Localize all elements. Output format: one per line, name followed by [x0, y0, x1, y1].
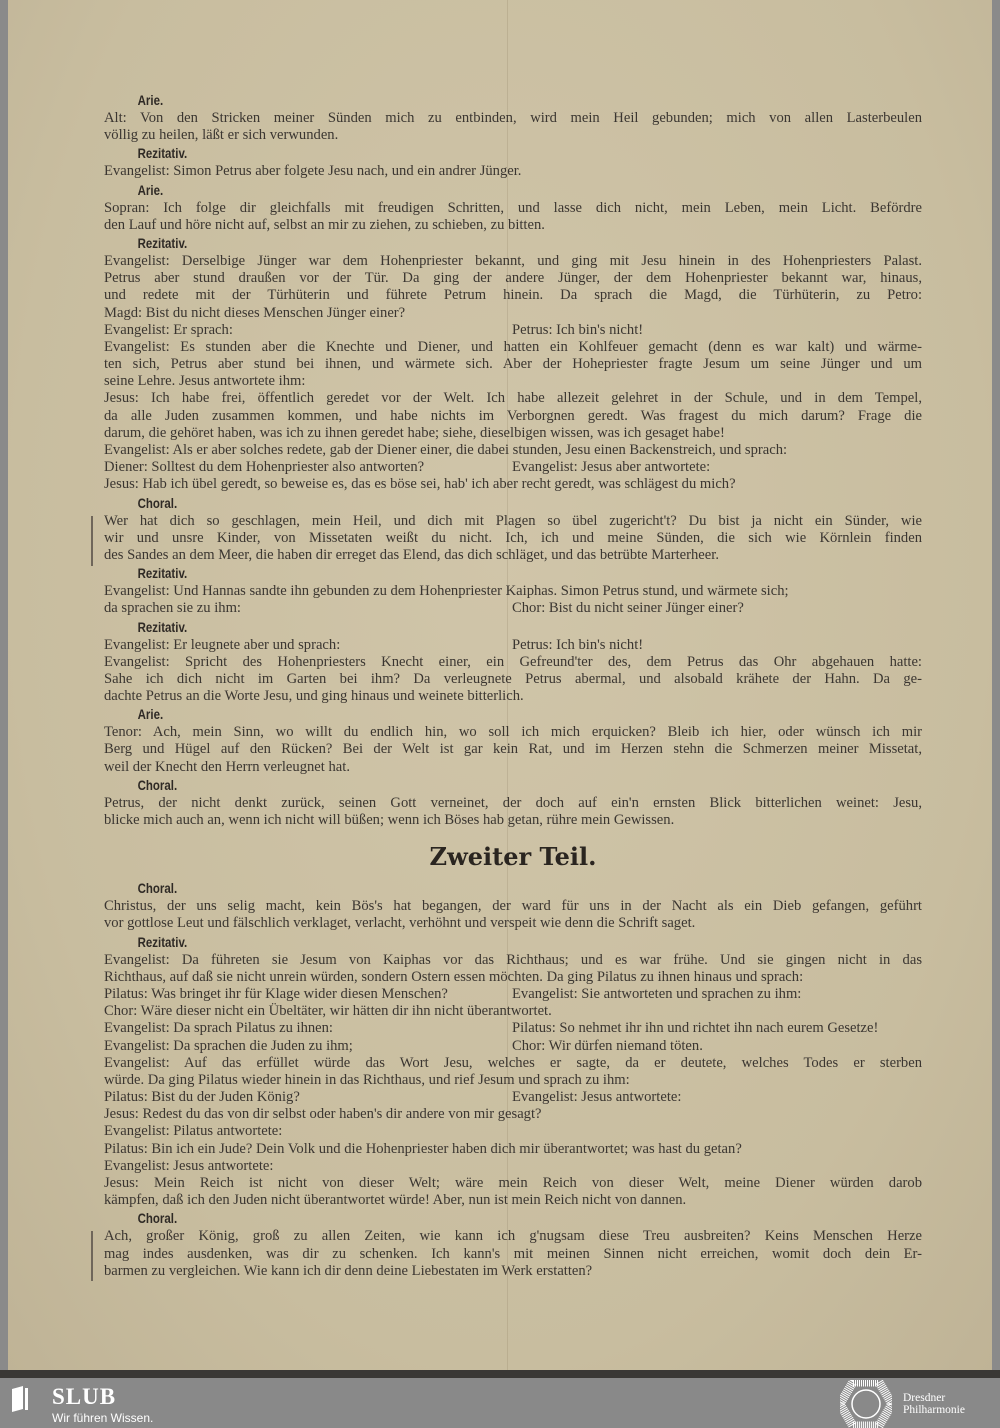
text-line: Petrus aber stund draußen vor der Tür. Da ging der andere Jünger, der dem Hohenpriester bekannt war, hinaus,: [104, 270, 922, 287]
text-line: Evangelist: Spricht des Hohenpriesters Knecht einer, ein Gefreund'ter des, dem Petrus das Ohr abgehauen hatte:: [104, 653, 922, 670]
dialogue-left: Diener: Solltest du dem Hohenpriester also antworten?: [104, 459, 425, 476]
part-two: [104, 879, 922, 1280]
section-heading: Choral.: [137, 880, 178, 897]
dialogue-left: Evangelist: Da sprachen die Juden zu ihm;: [104, 1037, 353, 1054]
text-line: völlig zu heilen, läßt er sich verwunden.: [104, 127, 339, 144]
section-heading: Rezitativ.: [137, 618, 188, 635]
text-line: Jesus: Ich habe frei, öffentlich geredet vor der Welt. Ich habe allezeit gelehret in der Schule, und in dem Tempel,: [104, 390, 922, 407]
text-line: Wer hat dich so geschlagen, mein Heil, und dich mit Plagen so übel zugericht't? Du bist ja nicht ein Sünder, wie: [104, 512, 922, 529]
dialogue-left: Pilatus: Was bringet ihr für Klage wider diesen Menschen?: [104, 985, 448, 1002]
philharmonie-logo-icon: [840, 1380, 892, 1428]
slub-tagline: Wir führen Wissen.: [52, 1411, 154, 1425]
text-line: Ach, großer König, groß zu allen Zeiten, wie kann ich g'nugsam diese Treu ausbreiten? Keins Menschen Herze: [104, 1228, 922, 1245]
section-heading: Arie.: [137, 706, 164, 723]
partner-name-line2: Philharmonie: [903, 1404, 965, 1416]
dialogue-row: [104, 1089, 922, 1106]
text-line: Christus, der uns selig macht, kein Bös's hat begangen, der ward für uns in der Nacht als ein Dieb gefangen, geführt: [104, 898, 922, 915]
text-line: Evangelist: Es stunden aber die Knechte und Diener, und hatten ein Kohlfeuer gemacht (denn es war kalt) und wärme-: [104, 338, 922, 355]
text-line: weil der Knecht den Herrn verleugnet hat.: [104, 758, 350, 775]
text-line: darum, die gehöret haben, was ich zu ihnen geredet habe; siehe, dieselbigen wissen, was ich gesaget habe!: [104, 424, 725, 441]
text-line: Richthaus, auf daß sie nicht unrein würden, sondern Ostern essen möchten. Da ging Pilatus zu ihnen hinaus und sprach:: [104, 968, 804, 985]
section-heading: Choral.: [137, 1210, 178, 1227]
slub-book-icon: [12, 1386, 28, 1412]
text-line: Chor: Wäre dieser nicht ein Übeltäter, wir hätten dir ihn nicht überantwortet.: [104, 1003, 552, 1020]
text-line: des Sandes an dem Meer, die haben dir erreget das Elend, das dich schläget, und das betrübte Marterheer.: [104, 546, 719, 563]
text-line: ten sich, Petrus aber stund bei ihnen, und wärmete sich. Aber der Hohepriester fragte Jesum um seine Jünger und um: [104, 356, 922, 373]
text-line: Jesus: Mein Reich ist nicht von dieser Welt; wäre mein Reich von dieser Welt, meine Diener würden darob: [104, 1175, 922, 1191]
text-line: Tenor: Ach, mein Sinn, wo willt du endlich hin, wo soll ich mich erquicken? Bleib ich hier, oder wünsch ich mir: [104, 724, 922, 741]
dialogue-row: [104, 600, 922, 617]
section: [104, 933, 922, 1210]
dialogue-right: Evangelist: Jesus antwortete:: [512, 1089, 682, 1106]
footer-bar: [0, 1378, 1000, 1428]
text-line: Evangelist: Pilatus antwortete:: [104, 1123, 283, 1140]
section: [104, 144, 922, 180]
margin-mark: [91, 516, 93, 566]
dialogue-right: Chor: Bist du nicht seiner Jünger einer?: [512, 600, 744, 617]
dialogue-row: [104, 459, 922, 476]
text-line: Evangelist: Als er aber solches redete, gab der Diener einer, die dabei stunden, Jesu einen Backenstreich, und sprach:: [104, 442, 788, 458]
section-heading: Choral.: [137, 776, 178, 793]
text-line: würde. Da ging Pilatus wieder hinein in das Richthaus, und rief Jesum und sprach zu ihm:: [104, 1071, 630, 1088]
section-heading: Rezitativ.: [137, 234, 188, 251]
section: [104, 234, 922, 494]
dialogue-right: Pilatus: So nehmet ihr ihn und richtet ihn nach eurem Gesetze!: [512, 1020, 879, 1037]
section-heading: Arie.: [137, 92, 164, 108]
dialogue-left: Evangelist: Er leugnete aber und sprach:: [104, 636, 341, 653]
slub-logo-text: SLUB: [52, 1384, 117, 1409]
text-line: den Lauf und höre nicht auf, selbst an mir zu ziehen, zu schieben, zu bitten.: [104, 216, 545, 233]
section-heading: Arie.: [137, 181, 164, 198]
dialogue-left: Evangelist: Er sprach:: [104, 321, 233, 338]
section: [104, 91, 922, 144]
dialogue-left: da sprachen sie zu ihm:: [104, 600, 241, 617]
philharmonie-logo-text: [903, 1392, 965, 1416]
section-heading: Choral.: [137, 494, 178, 511]
part-one: [104, 91, 922, 829]
dialogue-right: Petrus: Ich bin's nicht!: [512, 321, 644, 338]
text-line: Evangelist: Jesus antwortete:: [104, 1157, 274, 1174]
text-line: Evangelist: Auf das erfüllet würde das Wort Jesu, welches er sagte, da er deutete, welches Todes er sterben: [104, 1054, 922, 1071]
section: [104, 776, 922, 829]
text-line: seine Lehre. Jesus antwortete ihm:: [104, 373, 306, 390]
scan-edge: [0, 1370, 1000, 1378]
text-line: barmen zu vergleichen. Wie kann ich dir denn deine Liebestaten im Werk erstatten?: [104, 1262, 593, 1279]
text-line: und redete mit der Türhüterin und führete Petrum hinein. Da sprach die Magd, die Türhüterin, zu Petro:: [104, 287, 922, 304]
section: [104, 181, 922, 234]
section: [104, 879, 922, 932]
dialogue-row: [104, 1038, 922, 1055]
dialogue-right: Evangelist: Sie antworteten und sprachen zu ihm:: [512, 985, 802, 1002]
section: [104, 618, 922, 706]
text-line: wir und unsre Kinder, von Missetaten weißt du nicht. Ich, ich und meine Sünden, die sich wie Körnlein finden: [104, 529, 922, 546]
dialogue-row: [104, 637, 922, 654]
text-line: Pilatus: Bin ich ein Jude? Dein Volk und die Hohenpriester haben dich mir überantwortet; was hast du getan?: [104, 1140, 742, 1157]
dialogue-row: [104, 1020, 922, 1037]
text-line: Evangelist: Derselbige Jünger war dem Hohenpriester bekannt, und ging mit Jesu hinein in des Hohenpriesters Palast.: [104, 252, 922, 269]
section: [104, 1209, 922, 1280]
text-line: da alle Juden zusammen kommen, und habe nichts im Verborgnen geredt. Was fragest du mich darum? Frage die: [104, 407, 922, 424]
text-line: Sahe ich dich nicht im Garten bei ihm? Da verleugnete Petrus abermal, und alsobald krähete der Hahn. Da ge-: [104, 670, 922, 687]
section-heading: Rezitativ.: [137, 145, 188, 162]
text-line: Alt: Von den Stricken meiner Sünden mich zu entbinden, wird mein Heil gebunden; mich von allen Lasterbeulen: [104, 110, 922, 126]
text-line: mag indes ausdenken, was dir zu schenken. Ich kann's mit meinen Sinnen nicht erreichen, womit doch dein Er-: [104, 1245, 922, 1262]
section: [104, 494, 922, 565]
text-line: Evangelist: Da führeten sie Jesum von Kaiphas vor das Richthaus; und es war frühe. Und sie gingen nicht in das: [104, 951, 922, 968]
text-line: dachte Petrus an die Worte Jesu, und ging hinaus und weinete bitterlich.: [104, 688, 524, 705]
text-line: Evangelist: Und Hannas sandte ihn gebunden zu dem Hohenpriester Kaiphas. Simon Petrus stund, und wärmete sich;: [104, 583, 789, 600]
dialogue-row: [104, 986, 922, 1003]
text-line: Sopran: Ich folge dir gleichfalls mit freudigen Schritten, und lasse dich nicht, mein Leben, mein Licht. Befördre: [104, 199, 922, 216]
section-heading: Rezitativ.: [137, 565, 188, 582]
section: [104, 705, 922, 776]
partner-name-line1: Dresdner: [903, 1392, 946, 1404]
text-line: Jesus: Redest du das von dir selbst oder haben's dir andere von mir gesagt?: [104, 1106, 542, 1123]
dialogue-right: Petrus: Ich bin's nicht!: [512, 636, 644, 653]
part-title: Zweiter Teil.: [429, 842, 597, 872]
dialogue-right: Chor: Wir dürfen niemand töten.: [512, 1037, 703, 1054]
dialogue-left: Evangelist: Da sprach Pilatus zu ihnen:: [104, 1020, 333, 1037]
text-line: blicke mich auch an, wenn ich nicht will büßen; wenn ich Böses hab getan, rühre mein Gewissen.: [104, 812, 675, 828]
section-heading: Rezitativ.: [137, 933, 188, 950]
text-line: Evangelist: Simon Petrus aber folgete Jesu nach, und ein andrer Jünger.: [104, 163, 522, 180]
text-line: Petrus, der nicht denkt zurück, seinen Gott verneinet, der doch auf ein'n ernsten Blick bitterlichen weinet: Jesu,: [104, 794, 922, 811]
dialogue-right: Evangelist: Jesus aber antwortete:: [512, 459, 711, 476]
text-line: kämpfen, daß ich den Juden nicht überantwortet würde! Aber, nun ist mein Reich nicht von dannen.: [104, 1192, 687, 1209]
text-line: vor gottlose Leut und fälschlich verklaget, verlacht, verhöhnt und verspeit wie denn die Schrift saget.: [104, 915, 696, 932]
libretto-text: [104, 91, 922, 1280]
text-line: Berg und Hügel auf den Rücken? Bei der Welt ist gar kein Rat, und im Herzen stehn die Schmerzen meiner Missetat,: [104, 741, 922, 758]
margin-mark: [91, 1231, 93, 1281]
text-line: Magd: Bist du nicht dieses Menschen Jünger einer?: [104, 304, 406, 321]
text-line: Jesus: Hab ich übel geredt, so beweise es, das es böse sei, hab' ich aber recht geredt, was schlägest du mich?: [104, 476, 736, 493]
dialogue-row: [104, 322, 922, 339]
dialogue-left: Pilatus: Bist du der Juden König?: [104, 1089, 300, 1106]
section: [104, 564, 922, 617]
